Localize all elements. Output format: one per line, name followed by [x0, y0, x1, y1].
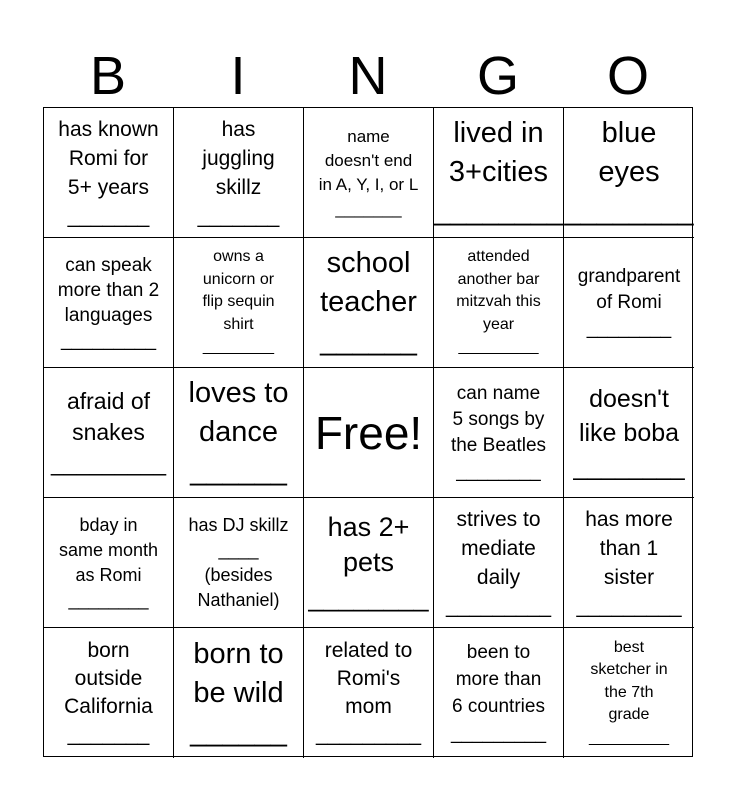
bingo-cell[interactable]: [304, 108, 434, 238]
bingo-cell[interactable]: [434, 498, 564, 628]
cell-text: has more than 1 sister _________: [576, 507, 682, 618]
cell-text: has known Romi for 5+ years _______: [58, 117, 159, 228]
header-letter-n: N: [348, 46, 388, 106]
cell-text: grandparent of Romi ________: [577, 265, 681, 339]
bingo-cell[interactable]: [44, 628, 174, 758]
bingo-cell[interactable]: [434, 368, 564, 498]
bingo-cell[interactable]: [434, 238, 564, 368]
bingo-cell[interactable]: [564, 108, 694, 238]
cell-text: afraid of snakes _________: [50, 388, 167, 476]
bingo-cell[interactable]: [304, 238, 434, 368]
cell-text: born to be wild ______: [190, 637, 287, 748]
cell-text: Free!: [314, 406, 423, 459]
cell-text: best sketcher in the 7th grade _________: [588, 638, 670, 746]
header-letter-g: G: [476, 46, 519, 106]
cell-text: has DJ skillz ____ (besides Nathaniel): [188, 514, 289, 610]
cell-text: attended another bar mitzvah this year _________: [456, 248, 541, 356]
cell-text: blue eyes ________: [564, 117, 694, 227]
bingo-header: [43, 46, 693, 106]
bingo-cell[interactable]: [304, 628, 434, 758]
cell-text: related to Romi's mom _________: [315, 639, 422, 746]
cell-text: can speak more than 2 languages _________: [57, 254, 160, 351]
header-letter-b: B: [89, 46, 127, 106]
cell-text: lived in 3+cities ________: [433, 117, 564, 227]
bingo-cell[interactable]: [174, 368, 304, 498]
header-letter-o: O: [606, 46, 649, 106]
cell-text: name doesn't end in A, Y, I, or L _______: [318, 126, 419, 218]
bingo-cell[interactable]: [564, 628, 694, 758]
cell-text: owns a unicorn or flip sequin shirt ________: [202, 248, 275, 356]
bingo-cell[interactable]: [44, 108, 174, 238]
bingo-cell[interactable]: [174, 498, 304, 628]
bingo-cell[interactable]: [564, 238, 694, 368]
cell-text: school teacher ______: [320, 247, 417, 357]
cell-text: strives to mediate daily _________: [445, 507, 552, 618]
bingo-cell-free[interactable]: [304, 368, 434, 498]
bingo-cell[interactable]: [434, 108, 564, 238]
bingo-cell[interactable]: [174, 238, 304, 368]
bingo-cell[interactable]: [44, 368, 174, 498]
bingo-cell[interactable]: [304, 498, 434, 628]
cell-text: has juggling skillz _______: [197, 117, 280, 228]
cell-text: loves to dance ______: [188, 377, 289, 487]
cell-text: has 2+ pets ________: [308, 512, 429, 612]
bingo-cell[interactable]: [434, 628, 564, 758]
bingo-cell[interactable]: [564, 498, 694, 628]
bingo-cell[interactable]: [44, 498, 174, 628]
bingo-board: [43, 107, 693, 757]
cell-text: can name 5 songs by the Beatles ________: [450, 382, 547, 482]
bingo-cell[interactable]: [564, 368, 694, 498]
cell-text: bday in same month as Romi ________: [58, 514, 159, 610]
bingo-cell[interactable]: [174, 108, 304, 238]
bingo-cell[interactable]: [44, 238, 174, 368]
cell-text: doesn't like boba ________: [573, 384, 685, 481]
cell-text: been to more than 6 countries _________: [450, 642, 547, 744]
cell-text: born outside California _______: [64, 639, 153, 746]
header-letter-i: I: [230, 46, 246, 106]
bingo-cell[interactable]: [174, 628, 304, 758]
